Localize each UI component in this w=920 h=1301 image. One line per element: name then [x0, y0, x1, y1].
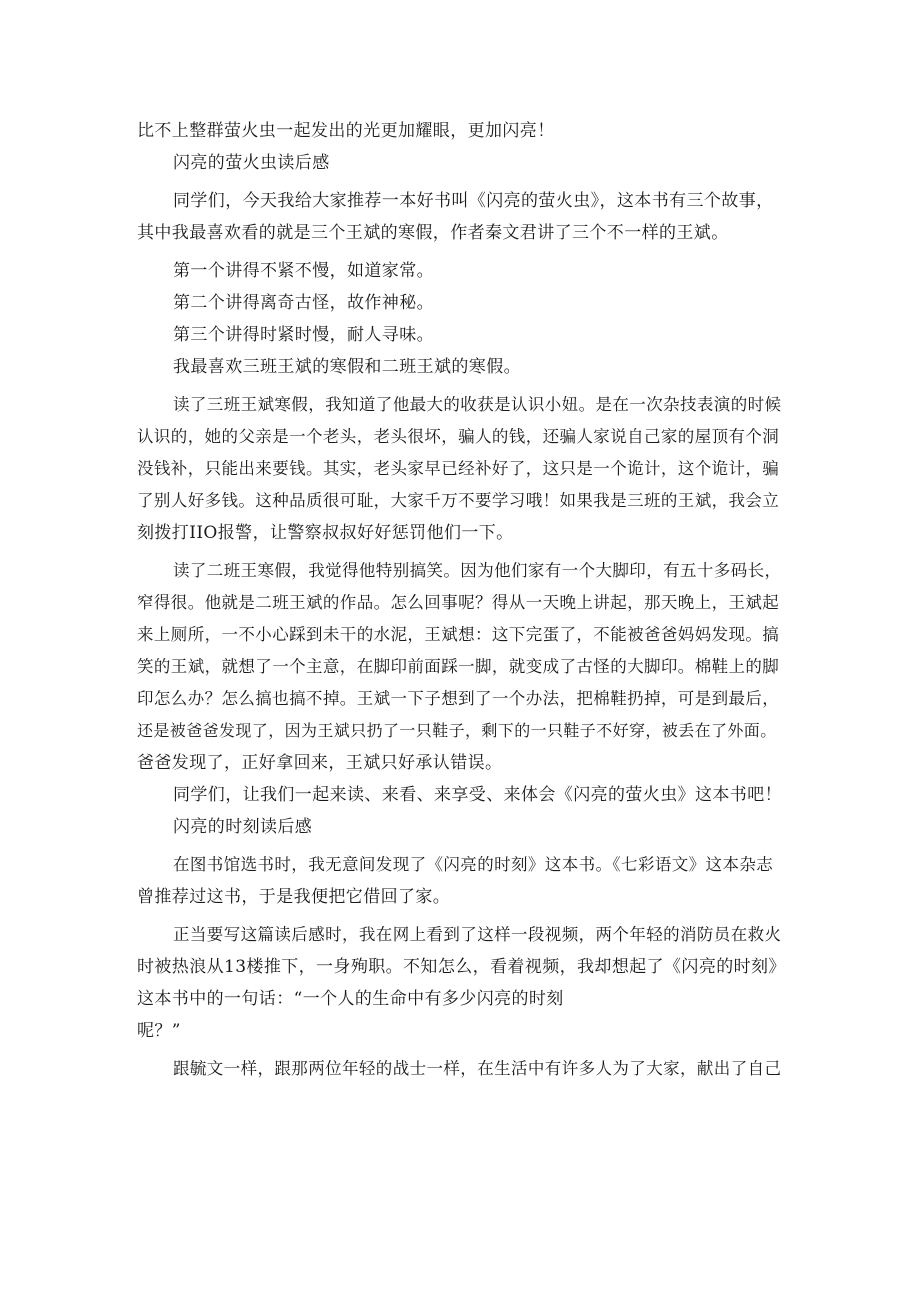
text-line: 第三个讲得时紧时慢，耐人寻味。 — [173, 325, 434, 345]
text-line: 呢？” — [137, 1021, 181, 1041]
text-line: 来上厕所，一不小心踩到未干的水泥，王斌想：这下完蛋了，不能被爸爸妈妈发现。搞 — [137, 625, 780, 644]
text-line: 正当要写这篇读后感时，我在网上看到了这样一段视频，两个年轻的消防员在救火 — [173, 925, 782, 944]
text-line: 笑的王斌，就想了一个主意，在脚印前面踩一脚，就变成了古怪的大脚印。棉鞋上的脚 — [137, 657, 780, 676]
text-line: 了别人好多钱。这种品质很可耻，大家千万不要学习哦！如果我是三班的王斌，我会立 — [137, 491, 780, 510]
text-line: 跟毓文一样，跟那两位年轻的战士一样，在生活中有许多人为了大家，献出了自己 — [173, 1059, 782, 1078]
section-heading: 闪亮的时刻读后感 — [173, 817, 313, 837]
text-line: 在图书馆选书时，我无意间发现了《闪亮的时刻》这本书。《七彩语文》这本杂志 — [173, 855, 774, 874]
text-line: 读了三班王斌寒假，我知道了他最大的收获是认识小妞。是在一次杂技表演的时候 — [173, 395, 782, 414]
text-line: 这本书中的一句话：“一个人的生命中有多少闪亮的时刻 — [137, 989, 564, 1009]
document-body — [137, 115, 787, 1085]
text-line: 其中我最喜欢看的就是三个王斌的寒假，作者秦文君讲了三个不一样的王斌。 — [137, 223, 729, 243]
text-line: 同学们，让我们一起来读、来看、来享受、来体会《闪亮的萤火虫》这本书吧！ — [173, 785, 782, 805]
section-heading: 闪亮的萤火虫读后感 — [173, 153, 330, 173]
text-line: 第二个讲得离奇古怪，故作神秘。 — [173, 293, 434, 313]
text-line: 还是被爸爸发现了，因为王斌只扔了一只鞋子，剩下的一只鞋子不好穿，被丢在了外面。 — [137, 721, 777, 740]
text-line: 读了二班王寒假，我觉得他特别搞笑。因为他们家有一个大脚印，有五十多码长， — [173, 561, 782, 580]
text-line: 我最喜欢三班王斌的寒假和二班王斌的寒假。 — [173, 357, 521, 377]
text-line: 同学们，今天我给大家推荐一本好书叫《闪亮的萤火虫》，这本书有三个故事， — [173, 191, 774, 211]
text-line: 第一个讲得不紧不慢，如道家常。 — [173, 261, 434, 281]
text-line: 没钱补，只能出来要钱。其实，老头家早已经补好了，这只是一个诡计，这个诡计，骗 — [137, 459, 780, 478]
text-line: 认识的，她的父亲是一个老头，老头很坏，骗人的钱，还骗人家说自己家的屋顶有个洞 — [137, 427, 780, 446]
text-line: 时被热浪从13楼推下，一身殉职。不知怎么，看着视频，我却想起了《闪亮的时刻》 — [137, 957, 786, 977]
text-line: 比不上整群萤火虫一起发出的光更加耀眼，更加闪亮！ — [137, 121, 555, 141]
text-line: 曾推荐过这书，于是我便把它借回了家。 — [137, 887, 451, 907]
text-line: 印怎么办？怎么搞也搞不掉。王斌一下子想到了一个办法，把棉鞋扔掉，可是到最后， — [137, 689, 780, 708]
text-line: 爸爸发现了，正好拿回来，王斌只好承认错误。 — [137, 753, 503, 773]
text-line: 刻拨打IIO报警，让警察叔叔好好惩罚他们一下。 — [137, 523, 514, 543]
text-line: 窄得很。他就是二班王斌的作品。怎么回事呢？得从一天晚上讲起，那天晚上，王斌起 — [137, 593, 780, 612]
